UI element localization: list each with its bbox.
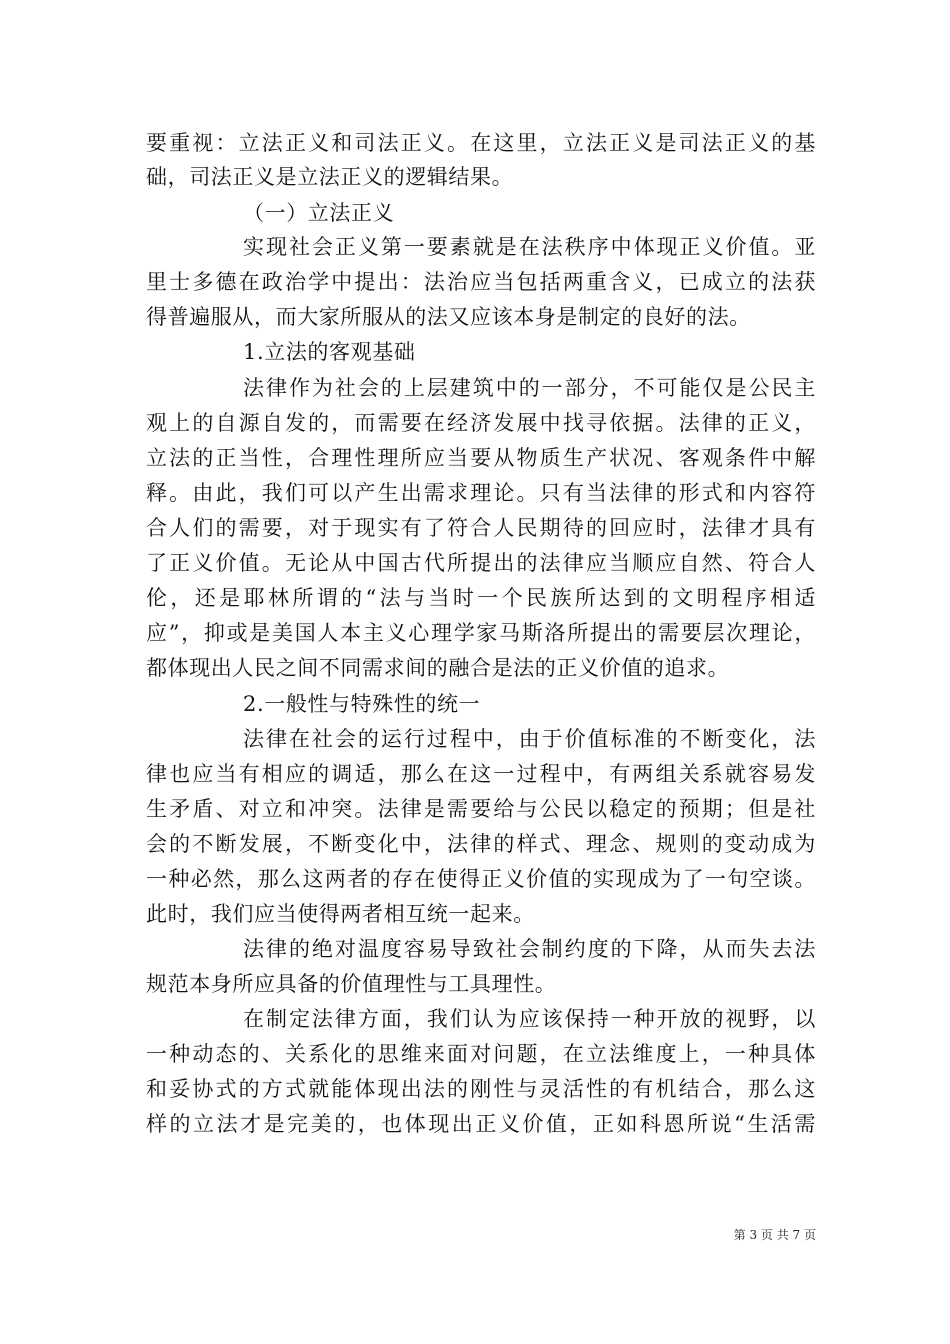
body-text-line: 都体现出人民之间不同需求间的融合是法的正义价值的追求。 [146,656,730,680]
body-text-line: 础，司法正义是立法正义的逻辑结果。 [146,165,514,189]
body-text-line: 法律作为社会的上层建筑中的一部分，不可能仅是公民主 [243,376,816,400]
body-text-line: 法律的绝对温度容易导致社会制约度的下降，从而失去法 [243,937,816,961]
body-text-line: 此时，我们应当使得两者相互统一起来。 [146,902,535,926]
section-heading: （一）立法正义 [243,201,395,225]
body-text-line: 和妥协式的方式就能体现出法的刚性与灵活性的有机结合，那么这 [146,1077,816,1101]
body-text-line: 得普遍服从，而大家所服从的法又应该本身是制定的良好的法。 [146,305,751,329]
body-text-line: 立法的正当性，合理性理所应当要从物质生产状况、客观条件中解 [146,446,816,470]
subsection-heading: 1.立法的客观基础 [243,340,416,364]
page-number-footer: 第 3 页 共 7 页 [733,1228,816,1242]
body-text-line: 应”，抑或是美国人本主义心理学家马斯洛所提出的需要层次理论， [146,621,816,645]
body-text-line: 观上的自源自发的，而需要在经济发展中找寻依据。法律的正义， [146,411,816,435]
body-text-line: 样的立法才是完美的，也体现出正义价值，正如科恩所说“生活需 [146,1112,816,1136]
subsection-heading: 2.一般性与特殊性的统一 [243,692,481,716]
body-text-line: 在制定法律方面，我们认为应该保持一种开放的视野，以 [243,1007,816,1031]
body-text-line: 一种必然，那么这两者的存在使得正义价值的实现成为了一句空谈。 [146,867,816,891]
body-text-line: 要重视：立法正义和司法正义。在这里，立法正义是司法正义的基 [146,131,816,155]
body-text-line: 会的不断发展，不断变化中，法律的样式、理念、规则的变动成为 [146,832,816,856]
body-text-line: 释。由此，我们可以产生出需求理论。只有当法律的形式和内容符 [146,481,816,505]
body-text-line: 律也应当有相应的调适，那么在这一过程中，有两组关系就容易发 [146,762,816,786]
body-text-line: 一种动态的、关系化的思维来面对问题，在立法维度上，一种具体 [146,1042,816,1066]
body-text-line: 生矛盾、对立和冲突。法律是需要给与公民以稳定的预期；但是社 [146,797,816,821]
body-text-line: 了正义价值。无论从中国古代所提出的法律应当顺应自然、符合人 [146,551,816,575]
body-text-line: 法律在社会的运行过程中，由于价值标准的不断变化，法 [243,727,816,751]
body-text-line: 里士多德在政治学中提出：法治应当包括两重含义，已成立的法获 [146,270,816,294]
body-text-line: 实现社会正义第一要素就是在法秩序中体现正义价值。亚 [243,235,816,259]
body-text-line: 规范本身所应具备的价值理性与工具理性。 [146,972,557,996]
body-text-line: 伦，还是耶林所谓的“法与当时一个民族所达到的文明程序相适 [146,586,816,610]
body-text-line: 合人们的需要，对于现实有了符合人民期待的回应时，法律才具有 [146,516,816,540]
